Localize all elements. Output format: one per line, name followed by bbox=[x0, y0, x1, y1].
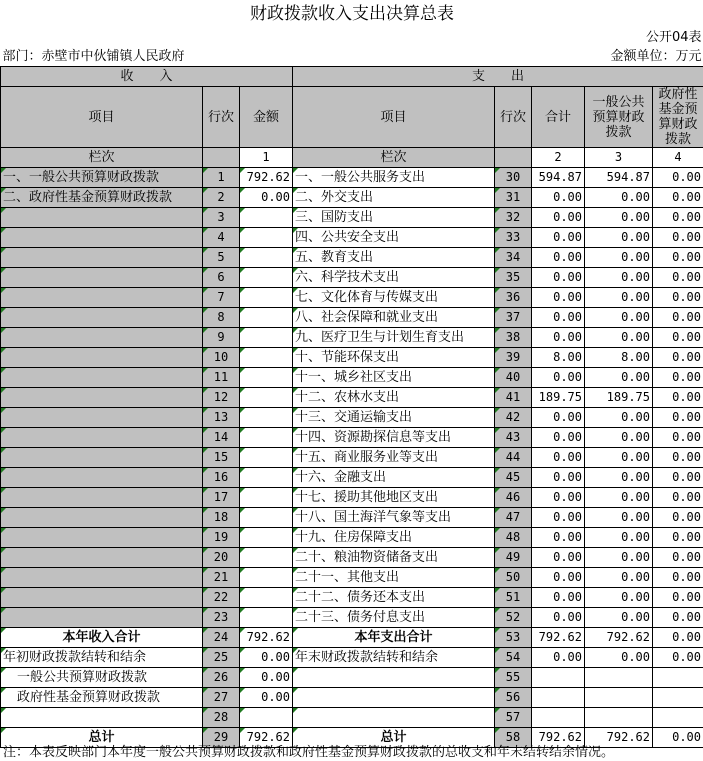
income-amount bbox=[240, 468, 293, 488]
expense-row-no: 35 bbox=[495, 268, 532, 288]
income-row-no: 19 bbox=[203, 528, 240, 548]
income-item bbox=[1, 548, 203, 568]
expense-row-no: 43 bbox=[495, 428, 532, 448]
table-row bbox=[1, 408, 703, 428]
expense-general-budget: 0.00 bbox=[585, 608, 653, 628]
income-item bbox=[1, 268, 203, 288]
expense-gov-fund bbox=[653, 708, 703, 728]
table-row bbox=[1, 448, 703, 468]
expense-total: 0.00 bbox=[532, 328, 585, 348]
income-amount-header: 金额 bbox=[240, 87, 293, 148]
expense-general-budget: 0.00 bbox=[585, 428, 653, 448]
table-row bbox=[1, 508, 703, 528]
expense-row-no: 31 bbox=[495, 188, 532, 208]
expense-item: 二十、粮油物资储备支出 bbox=[293, 548, 495, 568]
income-amount bbox=[240, 228, 293, 248]
table-row bbox=[1, 688, 703, 708]
expense-row-no: 45 bbox=[495, 468, 532, 488]
table-row bbox=[1, 588, 703, 608]
expense-gov-fund: 0.00 bbox=[653, 388, 703, 408]
income-amount bbox=[240, 328, 293, 348]
expense-row-no: 30 bbox=[495, 168, 532, 188]
expense-item: 十、节能环保支出 bbox=[293, 348, 495, 368]
income-item bbox=[1, 228, 203, 248]
income-row-no: 13 bbox=[203, 408, 240, 428]
income-row-no: 23 bbox=[203, 608, 240, 628]
expense-general-budget bbox=[585, 708, 653, 728]
expense-general-budget: 0.00 bbox=[585, 328, 653, 348]
expense-item: 十七、援助其他地区支出 bbox=[293, 488, 495, 508]
income-amount: 0.00 bbox=[240, 648, 293, 668]
income-item bbox=[1, 348, 203, 368]
expense-row-no: 42 bbox=[495, 408, 532, 428]
expense-item: 十三、交通运输支出 bbox=[293, 408, 495, 428]
expense-general-budget: 0.00 bbox=[585, 268, 653, 288]
expense-item bbox=[293, 668, 495, 688]
table-row bbox=[1, 708, 703, 728]
expense-item: 九、医疗卫生与计划生育支出 bbox=[293, 328, 495, 348]
income-item bbox=[1, 468, 203, 488]
general-budget-header: 一般公共预算财政拨款 bbox=[585, 87, 653, 148]
expense-general-budget bbox=[585, 688, 653, 708]
column-index-label: 栏次 bbox=[293, 148, 495, 168]
expense-total: 0.00 bbox=[532, 368, 585, 388]
income-row-no-header: 行次 bbox=[203, 87, 240, 148]
income-item-header: 项目 bbox=[1, 87, 203, 148]
form-code: 公开04表 bbox=[645, 30, 702, 45]
income-row-no: 27 bbox=[203, 688, 240, 708]
expense-item: 总计 bbox=[293, 728, 495, 748]
expense-gov-fund: 0.00 bbox=[653, 608, 703, 628]
expense-item: 三、国防支出 bbox=[293, 208, 495, 228]
expense-total bbox=[532, 668, 585, 688]
expense-row-no: 50 bbox=[495, 568, 532, 588]
expense-gov-fund: 0.00 bbox=[653, 628, 703, 648]
income-amount bbox=[240, 208, 293, 228]
income-item bbox=[1, 388, 203, 408]
expense-total: 0.00 bbox=[532, 608, 585, 628]
income-amount bbox=[240, 568, 293, 588]
income-row-no: 4 bbox=[203, 228, 240, 248]
expense-gov-fund: 0.00 bbox=[653, 208, 703, 228]
income-amount bbox=[240, 408, 293, 428]
expense-row-no: 48 bbox=[495, 528, 532, 548]
income-amount: 0.00 bbox=[240, 188, 293, 208]
expense-total: 0.00 bbox=[532, 588, 585, 608]
income-amount bbox=[240, 248, 293, 268]
income-amount: 792.62 bbox=[240, 168, 293, 188]
income-row-no: 21 bbox=[203, 568, 240, 588]
income-row-no: 28 bbox=[203, 708, 240, 728]
expense-gov-fund: 0.00 bbox=[653, 228, 703, 248]
income-row-no: 11 bbox=[203, 368, 240, 388]
expense-item bbox=[293, 708, 495, 728]
expense-general-budget: 0.00 bbox=[585, 588, 653, 608]
income-row-no: 3 bbox=[203, 208, 240, 228]
expense-gov-fund bbox=[653, 688, 703, 708]
expense-item: 二、外交支出 bbox=[293, 188, 495, 208]
expense-row-no: 44 bbox=[495, 448, 532, 468]
income-row-no: 1 bbox=[203, 168, 240, 188]
expense-general-budget: 0.00 bbox=[585, 568, 653, 588]
income-item bbox=[1, 328, 203, 348]
expense-general-budget: 0.00 bbox=[585, 368, 653, 388]
expense-general-budget bbox=[585, 668, 653, 688]
income-item bbox=[1, 708, 203, 728]
expense-item: 十五、商业服务业等支出 bbox=[293, 448, 495, 468]
expense-total: 0.00 bbox=[532, 548, 585, 568]
expense-total-header: 合计 bbox=[532, 87, 585, 148]
expense-total: 0.00 bbox=[532, 288, 585, 308]
income-row-no: 17 bbox=[203, 488, 240, 508]
expense-total: 0.00 bbox=[532, 188, 585, 208]
income-row-no: 24 bbox=[203, 628, 240, 648]
income-row-no: 16 bbox=[203, 468, 240, 488]
expense-row-no: 54 bbox=[495, 648, 532, 668]
table-row bbox=[1, 488, 703, 508]
income-item: 二、政府性基金预算财政拨款 bbox=[1, 188, 203, 208]
expense-gov-fund: 0.00 bbox=[653, 428, 703, 448]
income-row-no: 7 bbox=[203, 288, 240, 308]
income-row-no: 26 bbox=[203, 668, 240, 688]
table-row bbox=[1, 168, 703, 188]
income-amount bbox=[240, 388, 293, 408]
income-item bbox=[1, 368, 203, 388]
expense-general-budget: 0.00 bbox=[585, 228, 653, 248]
income-item bbox=[1, 288, 203, 308]
expense-gov-fund: 0.00 bbox=[653, 408, 703, 428]
expense-total: 792.62 bbox=[532, 728, 585, 748]
expense-general-budget: 594.87 bbox=[585, 168, 653, 188]
income-row-no: 8 bbox=[203, 308, 240, 328]
column-index-1: 1 bbox=[240, 148, 293, 168]
income-item bbox=[1, 248, 203, 268]
income-item bbox=[1, 208, 203, 228]
expense-general-budget: 0.00 bbox=[585, 248, 653, 268]
expense-general-budget: 189.75 bbox=[585, 388, 653, 408]
table-row bbox=[1, 228, 703, 248]
income-item bbox=[1, 588, 203, 608]
expense-general-budget: 0.00 bbox=[585, 488, 653, 508]
income-row-no: 14 bbox=[203, 428, 240, 448]
income-item: 年初财政拨款结转和结余 bbox=[1, 648, 203, 668]
expense-row-no: 47 bbox=[495, 508, 532, 528]
expense-total: 0.00 bbox=[532, 408, 585, 428]
table-row bbox=[1, 528, 703, 548]
expense-total: 0.00 bbox=[532, 248, 585, 268]
income-amount bbox=[240, 608, 293, 628]
expense-total: 8.00 bbox=[532, 348, 585, 368]
income-row-no: 2 bbox=[203, 188, 240, 208]
expense-gov-fund: 0.00 bbox=[653, 548, 703, 568]
table-row bbox=[1, 268, 703, 288]
expense-total: 0.00 bbox=[532, 228, 585, 248]
income-item bbox=[1, 448, 203, 468]
expense-general-budget: 8.00 bbox=[585, 348, 653, 368]
expense-total: 0.00 bbox=[532, 508, 585, 528]
income-amount: 792.62 bbox=[240, 728, 293, 748]
income-item bbox=[1, 308, 203, 328]
expense-item-header: 项目 bbox=[293, 87, 495, 148]
income-amount bbox=[240, 528, 293, 548]
table-row bbox=[1, 608, 703, 628]
income-item: 总计 bbox=[1, 728, 203, 748]
income-amount bbox=[240, 708, 293, 728]
expense-total: 0.00 bbox=[532, 308, 585, 328]
income-amount bbox=[240, 288, 293, 308]
expense-row-no: 39 bbox=[495, 348, 532, 368]
expense-item: 年末财政拨款结转和结余 bbox=[293, 648, 495, 668]
expense-header: 支 出 bbox=[293, 67, 703, 87]
table-row bbox=[1, 248, 703, 268]
income-row-no: 5 bbox=[203, 248, 240, 268]
income-amount bbox=[240, 308, 293, 328]
expense-gov-fund: 0.00 bbox=[653, 528, 703, 548]
expense-total: 0.00 bbox=[532, 648, 585, 668]
income-amount bbox=[240, 448, 293, 468]
expense-gov-fund: 0.00 bbox=[653, 488, 703, 508]
expense-row-no: 36 bbox=[495, 288, 532, 308]
income-row-no: 12 bbox=[203, 388, 240, 408]
table-row bbox=[1, 208, 703, 228]
expense-gov-fund: 0.00 bbox=[653, 568, 703, 588]
income-row-no: 20 bbox=[203, 548, 240, 568]
expense-item: 五、教育支出 bbox=[293, 248, 495, 268]
expense-total: 0.00 bbox=[532, 568, 585, 588]
expense-row-no: 38 bbox=[495, 328, 532, 348]
unit-label: 金额单位：万元 bbox=[610, 49, 702, 64]
expense-item: 二十二、债务还本支出 bbox=[293, 588, 495, 608]
expense-total: 0.00 bbox=[532, 488, 585, 508]
income-item: 一、一般公共预算财政拨款 bbox=[1, 168, 203, 188]
expense-gov-fund bbox=[653, 668, 703, 688]
table-row bbox=[1, 388, 703, 408]
expense-row-no: 40 bbox=[495, 368, 532, 388]
income-item bbox=[1, 508, 203, 528]
expense-item: 二十一、其他支出 bbox=[293, 568, 495, 588]
table-row bbox=[1, 288, 703, 308]
expense-gov-fund: 0.00 bbox=[653, 448, 703, 468]
income-amount bbox=[240, 348, 293, 368]
income-item: 本年收入合计 bbox=[1, 628, 203, 648]
gov-fund-header: 政府性基金预算财政拨款 bbox=[653, 87, 703, 148]
income-amount bbox=[240, 428, 293, 448]
expense-total: 0.00 bbox=[532, 528, 585, 548]
column-index-2: 2 bbox=[532, 148, 585, 168]
income-amount: 0.00 bbox=[240, 688, 293, 708]
income-item bbox=[1, 428, 203, 448]
expense-item: 十四、资源勘探信息等支出 bbox=[293, 428, 495, 448]
expense-gov-fund: 0.00 bbox=[653, 728, 703, 748]
table-row bbox=[1, 648, 703, 668]
expense-gov-fund: 0.00 bbox=[653, 368, 703, 388]
expense-gov-fund: 0.00 bbox=[653, 508, 703, 528]
table-title: 财政拨款收入支出决算总表 bbox=[250, 4, 454, 24]
expense-general-budget: 0.00 bbox=[585, 408, 653, 428]
expense-gov-fund: 0.00 bbox=[653, 588, 703, 608]
expense-gov-fund: 0.00 bbox=[653, 268, 703, 288]
expense-gov-fund: 0.00 bbox=[653, 348, 703, 368]
expense-item: 七、文化体育与传媒支出 bbox=[293, 288, 495, 308]
expense-general-budget: 0.00 bbox=[585, 208, 653, 228]
expense-item: 二十三、债务付息支出 bbox=[293, 608, 495, 628]
table-row bbox=[1, 548, 703, 568]
expense-total: 792.62 bbox=[532, 628, 585, 648]
expense-row-no: 49 bbox=[495, 548, 532, 568]
income-item bbox=[1, 488, 203, 508]
table-row bbox=[1, 468, 703, 488]
income-amount bbox=[240, 368, 293, 388]
expense-row-no: 37 bbox=[495, 308, 532, 328]
expense-general-budget: 0.00 bbox=[585, 308, 653, 328]
expense-total: 0.00 bbox=[532, 428, 585, 448]
expense-item: 本年支出合计 bbox=[293, 628, 495, 648]
income-item bbox=[1, 528, 203, 548]
expense-general-budget: 0.00 bbox=[585, 288, 653, 308]
table-row bbox=[1, 428, 703, 448]
expense-row-no: 53 bbox=[495, 628, 532, 648]
expense-total: 0.00 bbox=[532, 268, 585, 288]
expense-row-no: 58 bbox=[495, 728, 532, 748]
income-row-no: 18 bbox=[203, 508, 240, 528]
expense-row-no: 33 bbox=[495, 228, 532, 248]
expense-item: 八、社会保障和就业支出 bbox=[293, 308, 495, 328]
expense-gov-fund: 0.00 bbox=[653, 328, 703, 348]
income-amount bbox=[240, 548, 293, 568]
expense-row-no: 57 bbox=[495, 708, 532, 728]
income-item bbox=[1, 568, 203, 588]
column-index-3: 3 bbox=[585, 148, 653, 168]
expense-row-no: 34 bbox=[495, 248, 532, 268]
table-row bbox=[1, 188, 703, 208]
expense-general-budget: 792.62 bbox=[585, 628, 653, 648]
table-row bbox=[1, 668, 703, 688]
income-amount bbox=[240, 488, 293, 508]
department-label: 部门：赤壁市中伙铺镇人民政府 bbox=[2, 49, 185, 64]
expense-item: 四、公共安全支出 bbox=[293, 228, 495, 248]
expense-row-no: 51 bbox=[495, 588, 532, 608]
expense-item: 十六、金融支出 bbox=[293, 468, 495, 488]
table-row bbox=[1, 308, 703, 328]
expense-item: 六、科学技术支出 bbox=[293, 268, 495, 288]
expense-gov-fund: 0.00 bbox=[653, 168, 703, 188]
expense-gov-fund: 0.00 bbox=[653, 468, 703, 488]
expense-total bbox=[532, 688, 585, 708]
expense-gov-fund: 0.00 bbox=[653, 248, 703, 268]
income-amount bbox=[240, 588, 293, 608]
income-amount bbox=[240, 508, 293, 528]
income-amount bbox=[240, 268, 293, 288]
footnote: 注：本表反映部门本年度一般公共预算财政拨款和政府性基金预算财政拨款的总收支和年末结转结余情况。 bbox=[3, 745, 615, 760]
expense-general-budget: 0.00 bbox=[585, 648, 653, 668]
expense-row-no: 52 bbox=[495, 608, 532, 628]
income-row-no: 9 bbox=[203, 328, 240, 348]
expense-item: 十一、城乡社区支出 bbox=[293, 368, 495, 388]
table-row bbox=[1, 628, 703, 648]
table-row bbox=[1, 348, 703, 368]
expense-row-no: 55 bbox=[495, 668, 532, 688]
table-row bbox=[1, 568, 703, 588]
column-index-label: 栏次 bbox=[1, 148, 203, 168]
income-item: 政府性基金预算财政拨款 bbox=[1, 688, 203, 708]
expense-total: 0.00 bbox=[532, 468, 585, 488]
income-row-no: 25 bbox=[203, 648, 240, 668]
expense-total: 594.87 bbox=[532, 168, 585, 188]
expense-item: 十八、国土海洋气象等支出 bbox=[293, 508, 495, 528]
expense-gov-fund: 0.00 bbox=[653, 288, 703, 308]
expense-row-no-header: 行次 bbox=[495, 87, 532, 148]
expense-item: 十二、农林水支出 bbox=[293, 388, 495, 408]
expense-total bbox=[532, 708, 585, 728]
income-row-no: 29 bbox=[203, 728, 240, 748]
income-item bbox=[1, 608, 203, 628]
expense-general-budget: 0.00 bbox=[585, 548, 653, 568]
income-row-no: 22 bbox=[203, 588, 240, 608]
income-row-no: 6 bbox=[203, 268, 240, 288]
income-amount: 0.00 bbox=[240, 668, 293, 688]
expense-row-no: 41 bbox=[495, 388, 532, 408]
expense-row-no: 56 bbox=[495, 688, 532, 708]
expense-total: 0.00 bbox=[532, 448, 585, 468]
expense-general-budget: 0.00 bbox=[585, 188, 653, 208]
column-index-4: 4 bbox=[653, 148, 703, 168]
income-header: 收 入 bbox=[1, 67, 293, 87]
expense-total: 0.00 bbox=[532, 208, 585, 228]
income-row-no: 15 bbox=[203, 448, 240, 468]
table-row bbox=[1, 368, 703, 388]
expense-item: 一、一般公共服务支出 bbox=[293, 168, 495, 188]
expense-total: 189.75 bbox=[532, 388, 585, 408]
expense-item: 十九、住房保障支出 bbox=[293, 528, 495, 548]
expense-gov-fund: 0.00 bbox=[653, 308, 703, 328]
income-item: 一般公共预算财政拨款 bbox=[1, 668, 203, 688]
expense-general-budget: 0.00 bbox=[585, 508, 653, 528]
expense-general-budget: 0.00 bbox=[585, 468, 653, 488]
expense-general-budget: 0.00 bbox=[585, 448, 653, 468]
expense-general-budget: 792.62 bbox=[585, 728, 653, 748]
table-row bbox=[1, 328, 703, 348]
income-item bbox=[1, 408, 203, 428]
expense-row-no: 32 bbox=[495, 208, 532, 228]
expense-item bbox=[293, 688, 495, 708]
income-row-no: 10 bbox=[203, 348, 240, 368]
expense-row-no: 46 bbox=[495, 488, 532, 508]
expense-general-budget: 0.00 bbox=[585, 528, 653, 548]
income-amount: 792.62 bbox=[240, 628, 293, 648]
expense-gov-fund: 0.00 bbox=[653, 648, 703, 668]
expense-gov-fund: 0.00 bbox=[653, 188, 703, 208]
